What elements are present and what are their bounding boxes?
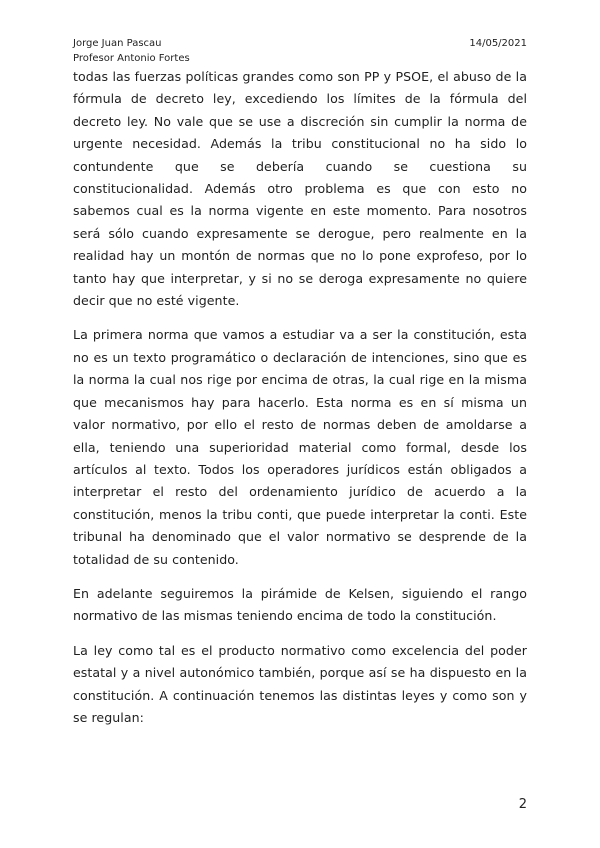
- page-number: 2: [518, 797, 527, 812]
- document-body: [73, 66, 527, 741]
- paragraph-2: La primera norma que vamos a estudiar va a ser la constitución, esta no es un texto programático o declaración de intenciones, sino que es la norma la cual nos rige por encima de otras, la cual rige en la misma que mecanismos hay para hacerlo. Esta norma es en sí misma un valor normativo, por ello el resto de normas deben de amoldarse a ella, teniendo una superioridad material como formal, desde los artículos al texto. Todos los operadores jurídicos están obligados a interpretar el resto del ordenamiento jurídico de acuerdo a la constitución, menos la tribu conti, que puede interpretar la conti. Este tribunal ha denominado que el valor normativo se desprende de la totalidad de su contenido.: [73, 327, 527, 567]
- author-name: Jorge Juan Pascau: [73, 38, 162, 49]
- paragraph-3: En adelante seguiremos la pirámide de Kelsen, siguiendo el rango normativo de las mismas teniendo encima de todo la constitución.: [73, 585, 527, 624]
- paragraph-1: todas las fuerzas políticas grandes como son PP y PSOE, el abuso de la fórmula de decreto ley, excediendo los límites de la fórmula del decreto ley. No vale que se use a discreción sin cumplir la norma de urgente necesidad. Además la tribu constitucional no ha sido lo contundente que se debería cuando se cuestiona su constitucionalidad. Además otro problema es que con esto no sabemos cual es la norma vigente en este momento. Para nosotros será sólo cuando expresamente se derogue, pero realmente en la realidad hay un montón de normas que no lo pone exprofeso, por lo tanto hay que interpretar, y si no se deroga expresamente no quiere decir que no esté vigente.: [73, 69, 527, 309]
- document-date: 14/05/2021: [469, 38, 527, 49]
- paragraph-4: La ley como tal es el producto normativo como excelencia del poder estatal y a nivel autonómico también, porque así se ha dispuesto en la constitución. A continuación tenemos las distintas leyes y como son y se regulan:: [73, 642, 527, 725]
- professor-name: Profesor Antonio Fortes: [73, 53, 190, 64]
- page-header: [73, 36, 527, 66]
